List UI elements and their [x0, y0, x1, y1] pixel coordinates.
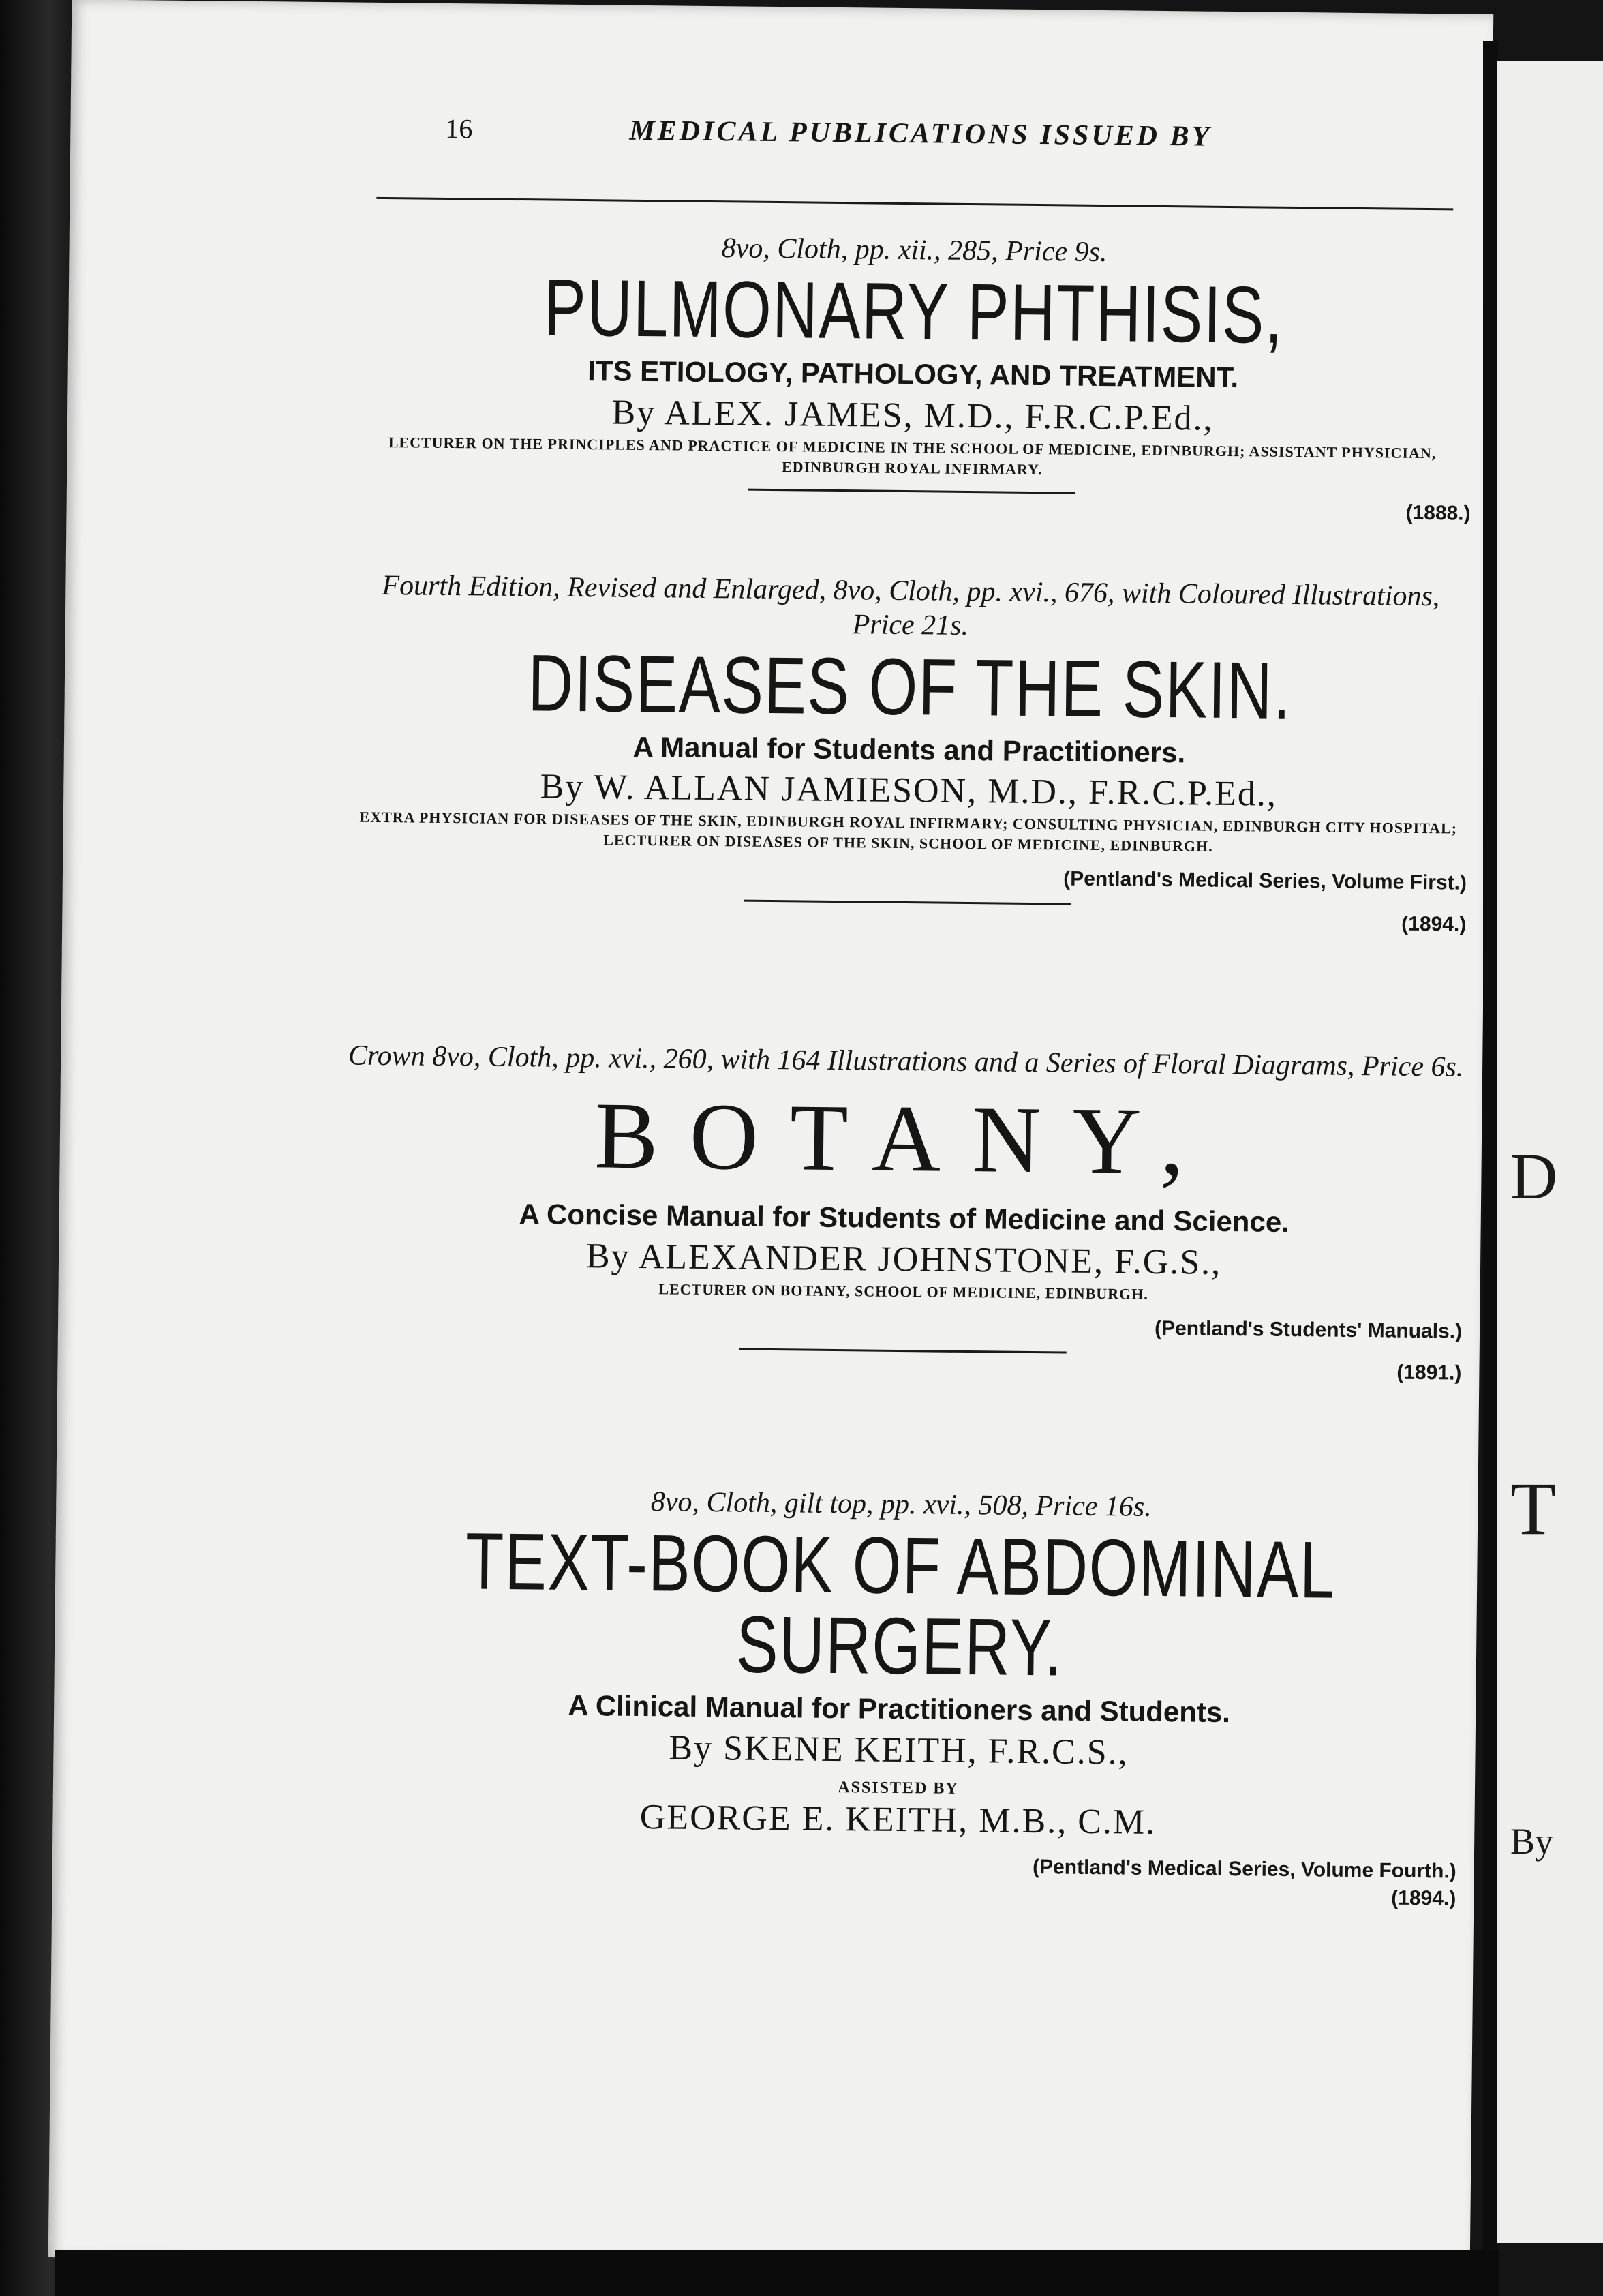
entry-title: BOTANY,	[594, 1083, 1217, 1196]
entry-author: By W. ALLAN JAMIESON, M.D., F.R.C.P.Ed.,	[540, 767, 1278, 815]
entry-credentials: LECTURER ON BOTANY, SCHOOL OF MEDICINE, EDINBURGH.	[658, 1280, 1148, 1303]
entry-subtitle: ITS ETIOLOGY, PATHOLOGY, AND TREATMENT.	[587, 354, 1239, 394]
facing-page	[1497, 61, 1603, 2243]
entry-series: (Pentland's Medical Series, Volume Fourth.)	[1032, 1856, 1456, 1883]
publication-entry	[344, 1038, 1465, 1385]
entry-co-author: GEORGE E. KEITH, M.B., C.M.	[639, 1798, 1157, 1842]
page-header	[384, 112, 1468, 178]
entry-title: DISEASES OF THE SKIN.	[527, 638, 1292, 736]
entry-year: (1894.)	[1401, 912, 1467, 936]
publication-entry	[353, 228, 1474, 526]
entry-series: (Pentland's Medical Series, Volume First.)	[1063, 867, 1467, 894]
entry-title: PULMONARY PHTHISIS,	[543, 262, 1284, 361]
bottom-edge	[55, 2250, 1499, 2296]
entry-spec: 8vo, Cloth, gilt top, pp. xvi., 508, Price 16s.	[650, 1486, 1152, 1523]
entry-spec: Fourth Edition, Revised and Enlarged, 8vo, Cloth, pp. xvi., 676, with Coloured Illustrations, Price 21s.	[382, 569, 1440, 642]
entry-title: TEXT-BOOK OF ABDOMINAL SURGERY.	[465, 1516, 1337, 1693]
entry-spec: 8vo, Cloth, pp. xii., 285, Price 9s.	[721, 232, 1108, 269]
facing-page-fragment: By	[1510, 1821, 1554, 1862]
facing-page-fragment: T	[1510, 1467, 1557, 1550]
entry-subtitle: A Concise Manual for Students of Medicine and Science.	[519, 1198, 1290, 1239]
entry-series: (Pentland's Students' Manuals.)	[1154, 1316, 1463, 1343]
entry-spec: Crown 8vo, Cloth, pp. xvi., 260, with 164 Illustrations and a Series of Floral Diagrams, Price 6s.	[348, 1040, 1464, 1083]
publication-entry	[348, 569, 1469, 937]
entry-subtitle: A Clinical Manual for Practitioners and Students.	[568, 1689, 1231, 1729]
entry-author: By ALEXANDER JOHNSTONE, F.G.S.,	[585, 1237, 1222, 1282]
entry-divider	[748, 489, 1075, 494]
page	[48, 0, 1494, 2272]
entry-author: By ALEX. JAMES, M.D., F.R.C.P.Ed.,	[611, 393, 1214, 438]
entry-divider	[744, 899, 1071, 905]
facing-page-fragment: D	[1510, 1140, 1558, 1213]
page-number: 16	[445, 112, 473, 145]
running-head: MEDICAL PUBLICATIONS ISSUED BY	[629, 115, 1212, 153]
publication-entry	[338, 1481, 1460, 1910]
entry-credentials: LECTURER ON THE PRINCIPLES AND PRACTICE OF MEDICINE IN THE SCHOOL OF MEDICINE, EDINBURGH; ASSISTANT PHYSICIAN, EDINBURGH ROYAL INFIRMARY.	[388, 434, 1437, 478]
entry-credentials: EXTRA PHYSICIAN FOR DISEASES OF THE SKIN, EDINBURGH ROYAL INFIRMARY; CONSULTING PHYSICIAN, EDINBURGH CITY HOSPITAL; LECTURER ON DISEASES OF THE SKIN, SCHOOL OF MEDICINE, EDINBURGH.	[359, 809, 1458, 855]
entry-year: (1891.)	[1396, 1361, 1462, 1385]
entry-assisted-by: ASSISTED BY	[838, 1779, 959, 1798]
entry-year: (1894.)	[1391, 1886, 1456, 1910]
header-rule	[376, 197, 1453, 211]
entry-author: By SKENE KEITH, F.R.C.S.,	[669, 1728, 1129, 1772]
page-content	[48, 0, 1494, 2272]
entry-year: (1888.)	[1405, 502, 1471, 526]
entry-subtitle: A Manual for Students and Practitioners.	[632, 730, 1186, 769]
entry-divider	[739, 1348, 1067, 1353]
gutter	[1483, 41, 1498, 2250]
